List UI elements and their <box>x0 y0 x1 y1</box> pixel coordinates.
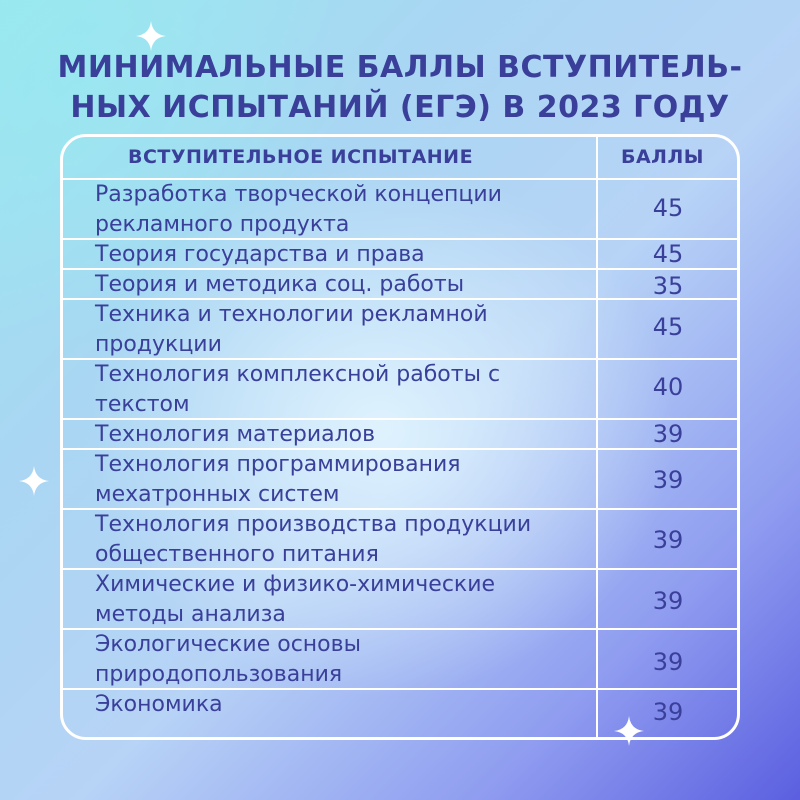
header-subject: ВСТУПИТЕЛЬНОЕ ИСПЫТАНИЕ <box>128 146 474 168</box>
row-score: 39 <box>652 466 684 494</box>
title-line-2: НЫХ ИСПЫТАНИЙ (ЕГЭ) В 2023 ГОДУ <box>70 90 730 125</box>
row-score: 39 <box>652 648 684 676</box>
row-subject: Технология комплексной работы с текстом <box>95 362 501 417</box>
row-score: 45 <box>652 240 684 268</box>
row-subject: Технология производства продукции общественного питания <box>95 512 532 567</box>
row-subject: Экологические основы природопользования <box>95 632 361 687</box>
page-title <box>0 48 800 128</box>
row-subject: Техника и технологии рекламной продукции <box>95 302 488 357</box>
row-score: 39 <box>652 420 684 448</box>
sparkle-icon <box>19 466 49 496</box>
row-subject: Технология материалов <box>95 422 376 447</box>
row-subject: Экономика <box>95 692 223 717</box>
row-score: 45 <box>652 313 684 341</box>
title-line-1: МИНИМАЛЬНЫЕ БАЛЛЫ ВСТУПИТЕЛЬ- <box>57 50 743 85</box>
row-score: 45 <box>652 194 684 222</box>
row-score: 40 <box>652 373 684 401</box>
row-subject: Разработка творческой концепции рекламного продукта <box>95 182 502 237</box>
row-subject: Технология программирования мехатронных систем <box>95 452 461 507</box>
row-subject: Теория и методика соц. работы <box>95 272 465 297</box>
row-subject: Химические и физико-химические методы анализа <box>95 572 496 627</box>
row-score: 35 <box>652 272 684 300</box>
row-subject: Теория государства и права <box>95 242 425 267</box>
row-score: 39 <box>652 698 684 726</box>
row-score: 39 <box>652 526 684 554</box>
row-score: 39 <box>652 587 684 615</box>
sparkle-icon <box>136 21 166 51</box>
header-score: БАЛЛЫ <box>621 146 704 168</box>
